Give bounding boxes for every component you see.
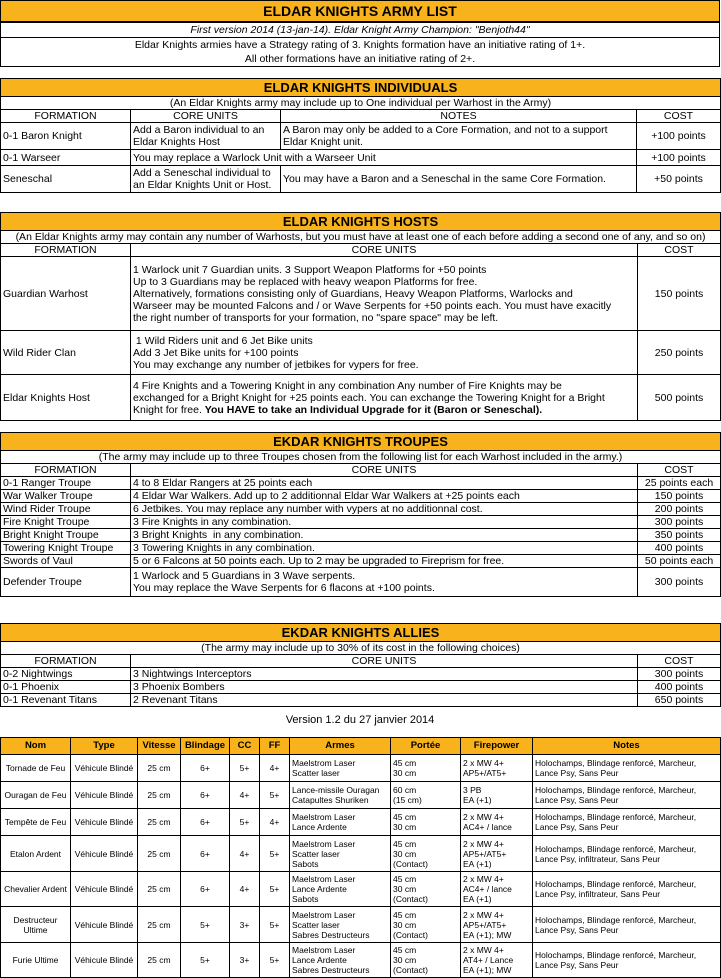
unit-weapons-cell xyxy=(290,782,391,809)
unit-weapons-line: Sabots xyxy=(292,858,319,869)
unit-firepower-cell xyxy=(461,836,533,872)
unit-notes-line: Holochamps, Blindage renforcé, Marcheur, xyxy=(535,914,697,925)
unit-range-line: 30 cm xyxy=(393,822,417,832)
unit-firepower-line: 2 x MW 4+ xyxy=(463,838,504,849)
intro-initiative-line: All other formations have an initiative rating of 2+. xyxy=(1,52,720,67)
core-cell: 3 Towering Knights in any combination. xyxy=(131,542,638,555)
unit-ff-cell: 5+ xyxy=(260,907,290,943)
table-row xyxy=(1,150,721,166)
unit-firepower-line: 2 x MW 4+ xyxy=(463,812,504,822)
hosts-subtitle: (An Eldar Knights army may contain any number of Warhosts, but you must have at least one of each before adding a second one of any, and so on) xyxy=(1,231,721,244)
unit-cc-cell: 5+ xyxy=(230,755,260,782)
unit-range-line: 45 cm xyxy=(393,838,417,849)
cost-cell: +100 points xyxy=(637,150,721,166)
unit-range-line: 30 cm xyxy=(393,848,417,859)
col-cost: COST xyxy=(638,244,721,257)
unit-ff-cell: 4+ xyxy=(260,755,290,782)
core-cell xyxy=(131,257,638,331)
cost-cell: 400 points xyxy=(638,542,721,555)
core-cell: 5 or 6 Falcons at 50 points each. Up to 2 may be upgraded to Fireprism for free. xyxy=(131,555,638,568)
unit-weapons-cell xyxy=(290,872,391,907)
core-line xyxy=(133,404,635,416)
table-row xyxy=(1,166,721,193)
cost-cell: 50 points each xyxy=(638,555,721,568)
allies-table xyxy=(0,623,721,707)
core-line-bold: You HAVE to take an Individual Upgrade for it (Baron or Seneschal). xyxy=(204,403,543,416)
table-row xyxy=(1,516,721,529)
unit-notes-cell xyxy=(533,836,721,872)
formation-cell: Bright Knight Troupe xyxy=(1,529,131,542)
table-row xyxy=(1,694,721,707)
unit-notes-line: Lance Psy, Sans Peur xyxy=(535,795,619,805)
formation-cell: 0-1 Revenant Titans xyxy=(1,694,131,707)
col-notes: NOTES xyxy=(281,110,637,123)
intro-version-line: First version 2014 (13-jan-14). Eldar Knight Army Champion: "Benjoth44" xyxy=(1,23,720,38)
unit-range-line: (15 cm) xyxy=(393,795,422,805)
unit-cc-cell: 4+ xyxy=(230,872,260,907)
unit-firepower-line: AC4+ / lance xyxy=(463,822,512,832)
col-type: Type xyxy=(71,738,138,755)
core-line: 1 Wild Riders unit and 6 Jet Bike units xyxy=(133,334,313,347)
formation-cell: Eldar Knights Host xyxy=(1,375,131,421)
unit-armour-cell: 6+ xyxy=(181,836,230,872)
unit-notes-line: Lance Psy, Sans Peur xyxy=(535,822,619,832)
col-cost: COST xyxy=(637,110,721,123)
cost-cell: 300 points xyxy=(638,568,721,597)
core-cell xyxy=(131,375,638,421)
unit-firepower-line: EA (+1) xyxy=(463,795,492,805)
table-row xyxy=(1,490,721,503)
unit-notes-cell xyxy=(533,872,721,907)
table-row xyxy=(1,907,721,943)
unit-cc-cell: 3+ xyxy=(230,907,260,943)
intro-table xyxy=(0,22,720,67)
unit-firepower-cell xyxy=(461,907,533,943)
table-row xyxy=(1,503,721,516)
unit-firepower-line: 2 x MW 4+ xyxy=(463,945,504,955)
unit-weapons-line: Sabres Destructeurs xyxy=(292,965,370,975)
table-row xyxy=(1,836,721,872)
core-cell: 3 Phoenix Bombers xyxy=(131,681,638,694)
core-cell: Add a Baron individual to an Eldar Knights Host xyxy=(131,123,281,150)
core-cell: You may replace a Warlock Unit with a Warseer Unit xyxy=(131,150,637,166)
unit-range-cell xyxy=(391,836,461,872)
unit-range-line: (Contact) xyxy=(393,894,428,904)
intro-strategy-line: Eldar Knights armies have a Strategy rating of 3. Knights formation have an initiative rating of 1+. xyxy=(1,38,720,53)
unit-ff-cell: 5+ xyxy=(260,836,290,872)
col-firepower: Firepower xyxy=(461,738,533,755)
col-formation: FORMATION xyxy=(1,110,131,123)
unit-name-cell: Destructeur Ultime xyxy=(1,907,71,943)
cost-cell: 25 points each xyxy=(638,477,721,490)
col-blindage: Blindage xyxy=(181,738,230,755)
unit-range-cell xyxy=(391,782,461,809)
table-row xyxy=(1,477,721,490)
col-formation: FORMATION xyxy=(1,244,131,257)
core-cell xyxy=(131,331,638,375)
unit-notes-cell xyxy=(533,809,721,836)
unit-speed-cell: 25 cm xyxy=(138,809,181,836)
unit-armour-cell: 6+ xyxy=(181,782,230,809)
unit-armour-cell: 6+ xyxy=(181,809,230,836)
table-row xyxy=(1,681,721,694)
unit-weapons-line: Lance Ardente xyxy=(292,822,347,832)
unit-weapons-line: Maelstrom Laser xyxy=(292,945,356,955)
unit-name-cell: Furie Ultime xyxy=(1,943,71,978)
unit-firepower-line: EA (+1); MW xyxy=(463,965,512,975)
col-portee: Portée xyxy=(391,738,461,755)
unit-range-line: 45 cm xyxy=(393,909,417,920)
unit-notes-line: Lance Psy, Sans Peur xyxy=(535,768,619,778)
unit-type-cell: Véhicule Blindé xyxy=(71,836,138,872)
unit-firepower-line: EA (+1) xyxy=(463,894,492,904)
core-line: Up to 3 Guardians may be replaced with heavy weapon Platforms for free. xyxy=(133,275,478,288)
unit-speed-cell: 25 cm xyxy=(138,943,181,978)
table-row xyxy=(1,568,721,597)
unit-cc-cell: 5+ xyxy=(230,809,260,836)
unit-speed-cell: 25 cm xyxy=(138,872,181,907)
individuals-table xyxy=(0,78,721,193)
table-row xyxy=(1,668,721,681)
unit-range-cell xyxy=(391,755,461,782)
unit-firepower-line: AP5+/AT5+ xyxy=(463,919,507,930)
unit-range-line: 45 cm xyxy=(393,812,417,822)
unit-weapons-line: Maelstrom Laser xyxy=(292,874,356,884)
unit-notes-line: Holochamps, Blindage renforcé, Marcheur, xyxy=(535,879,697,889)
unit-type-cell: Véhicule Blindé xyxy=(71,809,138,836)
notes-cell: You may have a Baron and a Seneschal in the same Core Formation. xyxy=(281,166,637,193)
allies-subtitle: (The army may include up to 30% of its cost in the following choices) xyxy=(1,642,721,655)
unit-range-line: (Contact) xyxy=(393,858,428,869)
unit-range-line: (Contact) xyxy=(393,965,428,975)
core-line: You may exchange any number of jetbikes for vypers for free. xyxy=(133,358,419,371)
army-list-title: ELDAR KNIGHTS ARMY LIST xyxy=(0,0,720,22)
allies-title: EKDAR KNIGHTS ALLIES xyxy=(1,624,721,642)
unit-range-line: 45 cm xyxy=(393,758,417,768)
unit-notes-line: Lance Psy, infiltrateur, Sans Peur xyxy=(535,853,661,864)
unit-weapons-line: Maelstrom Laser xyxy=(292,758,356,768)
unit-notes-line: Holochamps, Blindage renforcé, Marcheur, xyxy=(535,950,697,960)
formation-cell: Fire Knight Troupe xyxy=(1,516,131,529)
table-row xyxy=(1,755,721,782)
col-cost: COST xyxy=(638,655,721,668)
unit-speed-cell: 25 cm xyxy=(138,907,181,943)
unit-firepower-line: AT4+ / Lance xyxy=(463,955,514,965)
col-notes: Notes xyxy=(533,738,721,755)
col-ff: FF xyxy=(260,738,290,755)
unit-type-cell: Véhicule Blindé xyxy=(71,872,138,907)
unit-range-line: 30 cm xyxy=(393,919,417,930)
version-note: Version 1.2 du 27 janvier 2014 xyxy=(285,714,435,726)
core-line: 1 Warlock unit 7 Guardian units. 3 Support Weapon Platforms for +50 points xyxy=(133,263,487,276)
cost-cell: 400 points xyxy=(638,681,721,694)
col-cost: COST xyxy=(638,464,721,477)
col-core-units: CORE UNITS xyxy=(131,655,638,668)
unit-range-line: 30 cm xyxy=(393,884,417,894)
unit-notes-line: Holochamps, Blindage renforcé, Marcheur, xyxy=(535,785,697,795)
formation-cell: 0-1 Warseer xyxy=(1,150,131,166)
table-row xyxy=(1,943,721,978)
unit-notes-cell xyxy=(533,755,721,782)
unit-type-cell: Véhicule Blindé xyxy=(71,907,138,943)
unit-stats-header xyxy=(1,738,721,755)
unit-firepower-line: 2 x MW 4+ xyxy=(463,758,504,768)
unit-armour-cell: 6+ xyxy=(181,755,230,782)
col-core-units: CORE UNITS xyxy=(131,110,281,123)
unit-armour-cell: 5+ xyxy=(181,943,230,978)
core-line: exchanged for a Bright Knight for +25 points each. You can exchange the Towering Knight for a Bright xyxy=(133,391,605,404)
formation-cell: 0-2 Nightwings xyxy=(1,668,131,681)
cost-cell: 150 points xyxy=(638,490,721,503)
unit-range-line: 60 cm xyxy=(393,785,417,795)
unit-speed-cell: 25 cm xyxy=(138,755,181,782)
unit-notes-line: Lance Psy, infiltrateur, Sans Peur xyxy=(535,889,661,899)
core-line: Add 3 Jet Bike units for +100 points xyxy=(133,346,299,359)
formation-cell: Towering Knight Troupe xyxy=(1,542,131,555)
unit-weapons-line: Scatter laser xyxy=(292,919,340,930)
unit-range-cell xyxy=(391,809,461,836)
formation-cell: 0-1 Baron Knight xyxy=(1,123,131,150)
unit-weapons-line: Scatter laser xyxy=(292,768,340,778)
unit-notes-line: Lance Psy, Sans Peur xyxy=(535,924,619,935)
unit-weapons-line: Catapultes Shuriken xyxy=(292,795,369,805)
unit-firepower-cell xyxy=(461,755,533,782)
unit-firepower-line: EA (+1) xyxy=(463,858,492,869)
unit-weapons-cell xyxy=(290,943,391,978)
unit-notes-line: Holochamps, Blindage renforcé, Marcheur, xyxy=(535,843,697,854)
unit-range-line: 45 cm xyxy=(393,945,417,955)
individuals-subtitle: (An Eldar Knights army may include up to One individual per Warhost in the Army) xyxy=(1,97,721,110)
unit-firepower-line: 2 x MW 4+ xyxy=(463,909,504,920)
unit-range-line: 30 cm xyxy=(393,955,417,965)
unit-range-line: 30 cm xyxy=(393,768,417,778)
unit-weapons-cell xyxy=(290,755,391,782)
unit-armour-cell: 5+ xyxy=(181,907,230,943)
unit-weapons-line: Scatter laser xyxy=(292,848,340,859)
table-row xyxy=(1,529,721,542)
unit-firepower-line: AP5+/AT5+ xyxy=(463,768,507,778)
unit-weapons-line: Lance-missile Ouragan xyxy=(292,785,380,795)
col-armes: Armes xyxy=(290,738,391,755)
unit-range-line: 45 cm xyxy=(393,874,417,884)
unit-ff-cell: 4+ xyxy=(260,809,290,836)
col-formation: FORMATION xyxy=(1,655,131,668)
cost-cell: 300 points xyxy=(638,668,721,681)
unit-firepower-cell xyxy=(461,809,533,836)
formation-cell: 0-1 Phoenix xyxy=(1,681,131,694)
unit-notes-cell xyxy=(533,782,721,809)
core-cell: 3 Fire Knights in any combination. xyxy=(131,516,638,529)
unit-firepower-line: EA (+1); MW xyxy=(463,929,512,940)
table-row xyxy=(1,123,721,150)
unit-notes-line: Holochamps, Blindage renforcé, Marcheur, xyxy=(535,758,697,768)
troupes-title: EKDAR KNIGHTS TROUPES xyxy=(1,433,721,451)
unit-name-cell: Ouragan de Feu xyxy=(1,782,71,809)
core-cell: 6 Jetbikes. You may replace any number with vypers at no additionnal cost. xyxy=(131,503,638,516)
core-cell: 4 to 8 Eldar Rangers at 25 points each xyxy=(131,477,638,490)
col-formation: FORMATION xyxy=(1,464,131,477)
formation-cell: 0-1 Ranger Troupe xyxy=(1,477,131,490)
unit-ff-cell: 5+ xyxy=(260,943,290,978)
formation-cell: War Walker Troupe xyxy=(1,490,131,503)
formation-cell: Wild Rider Clan xyxy=(1,331,131,375)
core-line: Alternatively, formations consisting only of Guardians, Heavy Weapon Platforms, Warlocks and xyxy=(133,287,573,300)
col-cc: CC xyxy=(230,738,260,755)
col-nom: Nom xyxy=(1,738,71,755)
unit-name-cell: Tornade de Feu xyxy=(1,755,71,782)
unit-name-cell: Tempête de Feu xyxy=(1,809,71,836)
core-cell: 3 Bright Knights in any combination. xyxy=(131,529,638,542)
core-cell xyxy=(131,568,638,597)
core-cell: 3 Nightwings Interceptors xyxy=(131,668,638,681)
core-line: Warseer may be mounted Falcons and / or Wave Serpents for +50 points each. You must have exacitly xyxy=(133,299,612,312)
unit-stats-table xyxy=(0,737,721,978)
cost-cell: 200 points xyxy=(638,503,721,516)
formation-cell: Wind Rider Troupe xyxy=(1,503,131,516)
cost-cell: +50 points xyxy=(637,166,721,193)
unit-type-cell: Véhicule Blindé xyxy=(71,782,138,809)
unit-firepower-line: AP5+/AT5+ xyxy=(463,848,507,859)
unit-firepower-line: 3 PB xyxy=(463,785,482,795)
table-row xyxy=(1,257,721,331)
core-line: You may replace the Wave Serpents for 6 flacons at +100 points. xyxy=(133,582,435,594)
unit-name-cell: Etalon Ardent xyxy=(1,836,71,872)
unit-firepower-line: 2 x MW 4+ xyxy=(463,874,504,884)
unit-notes-cell xyxy=(533,943,721,978)
unit-notes-line: Lance Psy, Sans Peur xyxy=(535,960,619,970)
unit-speed-cell: 25 cm xyxy=(138,782,181,809)
unit-type-cell: Véhicule Blindé xyxy=(71,755,138,782)
troupes-subtitle: (The army may include up to three Troupes chosen from the following list for each Warhost included in the army.) xyxy=(1,451,721,464)
cost-cell: 150 points xyxy=(638,257,721,331)
unit-weapons-cell xyxy=(290,836,391,872)
formation-cell: Swords of Vaul xyxy=(1,555,131,568)
notes-cell: A Baron may only be added to a Core Formation, and not to a support Eldar Knight unit. xyxy=(281,123,637,150)
unit-ff-cell: 5+ xyxy=(260,872,290,907)
table-row xyxy=(1,542,721,555)
formation-cell: Guardian Warhost xyxy=(1,257,131,331)
core-line: 1 Warlock and 5 Guardians in 3 Wave serpents. xyxy=(133,570,356,582)
unit-cc-cell: 3+ xyxy=(230,943,260,978)
unit-firepower-cell xyxy=(461,943,533,978)
cost-cell: 350 points xyxy=(638,529,721,542)
core-line-plain: Knight for free. xyxy=(133,403,205,416)
core-cell: 4 Eldar War Walkers. Add up to 2 additionnal Eldar War Walkers at +25 points each xyxy=(131,490,638,503)
formation-cell: Defender Troupe xyxy=(1,568,131,597)
unit-weapons-cell xyxy=(290,907,391,943)
table-row xyxy=(1,809,721,836)
formation-cell: Seneschal xyxy=(1,166,131,193)
unit-weapons-cell xyxy=(290,809,391,836)
core-line: the right number of transports for your formation, no "spare space" may be left. xyxy=(133,311,499,324)
cost-cell: 250 points xyxy=(638,331,721,375)
individuals-title: ELDAR KNIGHTS INDIVIDUALS xyxy=(1,79,721,97)
cost-cell: +100 points xyxy=(637,123,721,150)
unit-range-cell xyxy=(391,872,461,907)
table-row xyxy=(1,872,721,907)
unit-weapons-line: Maelstrom Laser xyxy=(292,838,356,849)
unit-ff-cell: 5+ xyxy=(260,782,290,809)
unit-weapons-line: Lance Ardente xyxy=(292,884,347,894)
unit-cc-cell: 4+ xyxy=(230,782,260,809)
cost-cell: 650 points xyxy=(638,694,721,707)
cost-cell: 500 points xyxy=(638,375,721,421)
hosts-table xyxy=(0,212,721,421)
col-core-units: CORE UNITS xyxy=(131,244,638,257)
cost-cell: 300 points xyxy=(638,516,721,529)
col-vitesse: Vitesse xyxy=(138,738,181,755)
unit-weapons-line: Lance Ardente xyxy=(292,955,347,965)
troupes-table xyxy=(0,432,721,597)
unit-stats-body xyxy=(1,755,721,978)
unit-range-cell xyxy=(391,943,461,978)
col-core-units: CORE UNITS xyxy=(131,464,638,477)
unit-weapons-line: Sabots xyxy=(292,894,319,904)
core-cell: Add a Seneschal individual to an Eldar Knights Unit or Host. xyxy=(131,166,281,193)
core-line: 4 Fire Knights and a Towering Knight in any combination Any number of Fire Knights may be xyxy=(133,379,562,392)
table-row xyxy=(1,331,721,375)
core-cell: 2 Revenant Titans xyxy=(131,694,638,707)
hosts-title: ELDAR KNIGHTS HOSTS xyxy=(1,213,721,231)
unit-cc-cell: 4+ xyxy=(230,836,260,872)
unit-firepower-cell xyxy=(461,872,533,907)
table-row xyxy=(1,375,721,421)
unit-weapons-line: Maelstrom Laser xyxy=(292,909,356,920)
unit-notes-line: Holochamps, Blindage renforcé, Marcheur, xyxy=(535,812,697,822)
table-row xyxy=(1,555,721,568)
unit-firepower-line: AC4+ / lance xyxy=(463,884,512,894)
unit-firepower-cell xyxy=(461,782,533,809)
unit-name-cell: Chevalier Ardent xyxy=(1,872,71,907)
unit-range-cell xyxy=(391,907,461,943)
unit-notes-cell xyxy=(533,907,721,943)
unit-weapons-line: Sabres Destructeurs xyxy=(292,929,370,940)
unit-type-cell: Véhicule Blindé xyxy=(71,943,138,978)
unit-speed-cell: 25 cm xyxy=(138,836,181,872)
unit-range-line: (Contact) xyxy=(393,929,428,940)
unit-weapons-line: Maelstrom Laser xyxy=(292,812,356,822)
table-row xyxy=(1,782,721,809)
unit-armour-cell: 6+ xyxy=(181,872,230,907)
